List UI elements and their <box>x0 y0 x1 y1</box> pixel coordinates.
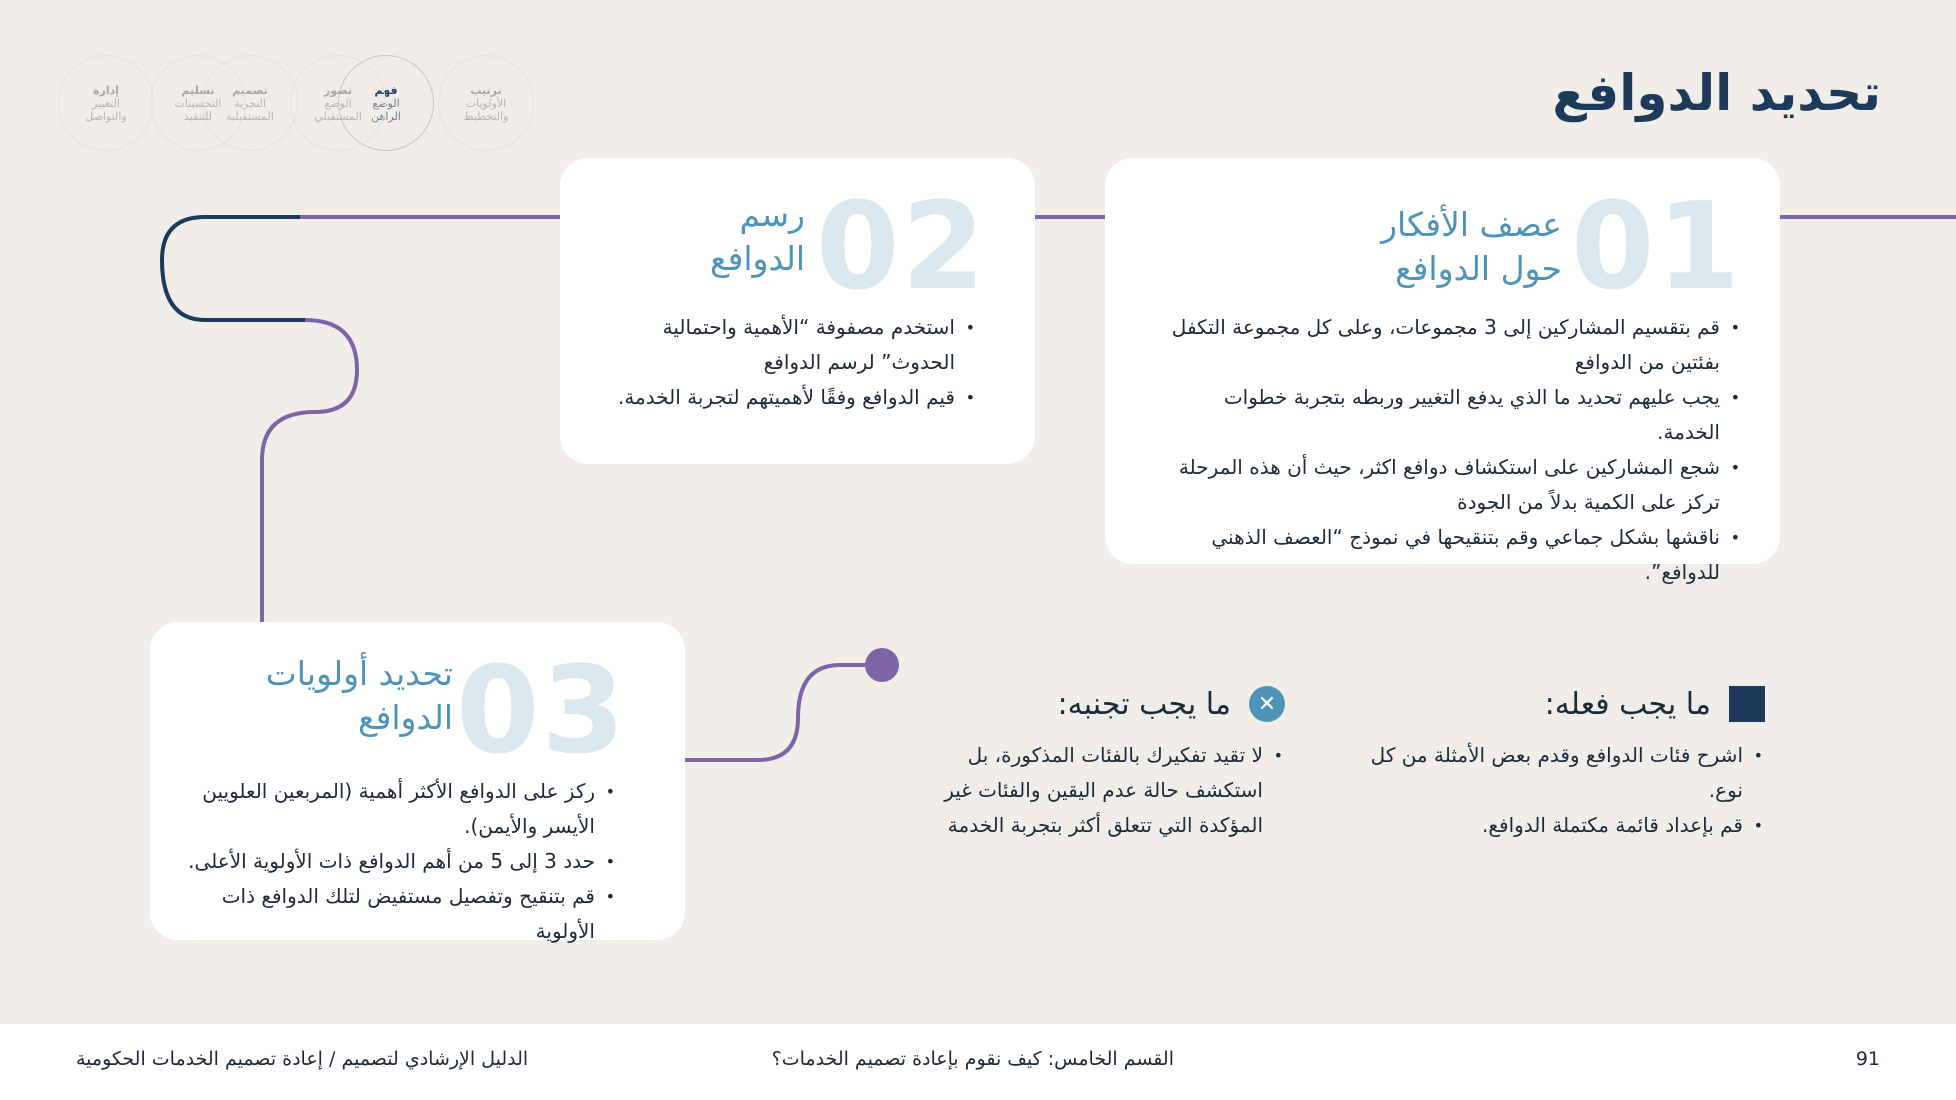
connector-end-dot <box>865 648 899 682</box>
connector-loop-navy <box>162 217 305 320</box>
donts-bullets <box>893 738 1285 843</box>
donts-title: ما يجب تجنبه: <box>1057 686 1231 722</box>
step-card-02 <box>560 158 1035 464</box>
dos-bullets <box>1345 738 1765 843</box>
list-item: • ركز على الدوافع الأكثر أهمية (المربعين العلويين الأيسر والأيمن). <box>165 774 595 844</box>
list-item: • شجع المشاركين على استكشاف دوافع اكثر، حيث أن هذه المرحلة تركز على الكمية بدلاً من الجودة <box>1160 450 1720 520</box>
step-title <box>1381 203 1562 291</box>
nav-step-bold: تصميم <box>232 83 268 97</box>
step-number: 03 <box>456 642 627 781</box>
footer-section: القسم الخامس: كيف نقوم بإعادة تصميم الخدمات؟ <box>771 1048 1174 1070</box>
step-card-01 <box>1105 158 1780 584</box>
step-number: 01 <box>1571 178 1742 317</box>
step-bullets <box>1160 310 1742 590</box>
nav-step-bold: فهم <box>374 83 398 97</box>
list-item: • لا تقيد تفكيرك بالفئات المذكورة، بل استكشف حالة عدم اليقين والفئات غير المؤكدة التي تتعلق أكثر بتجربة الخدمة <box>893 738 1263 843</box>
list-item: • استخدم مصفوفة “الأهمية واحتمالية الحدوث” لرسم الدوافع <box>585 310 955 380</box>
nav-step-deliver[interactable] <box>150 55 246 151</box>
nav-step-manage[interactable] <box>58 55 154 151</box>
connector-03-right <box>685 665 882 760</box>
square-icon <box>1729 686 1765 722</box>
nav-step-prioritize[interactable] <box>438 55 534 151</box>
dos-heading <box>1345 686 1765 722</box>
list-item: • قم بتنقيح وتفصيل مستفيض لتلك الدوافع ذات الأولوية <box>165 879 595 949</box>
page-footer <box>0 1024 1956 1100</box>
donts-heading <box>885 686 1285 722</box>
page-number: 91 <box>1855 1048 1880 1070</box>
nav-step-rest: التغيير والتواصل <box>85 96 127 123</box>
step-title <box>710 193 805 281</box>
step-bullets <box>165 774 617 949</box>
step-title-line: تحديد أولويات <box>265 654 453 693</box>
step-title-line: الدوافع <box>710 239 805 278</box>
list-item: • قم بتقسيم المشاركين إلى 3 مجموعات، وعلى كل مجموعة التكفل بفئتين من الدوافع <box>1160 310 1720 380</box>
list-item: • ناقشها بشكل جماعي وقم بتنقيحها في نموذج “العصف الذهني للدوافع”. <box>1160 520 1720 590</box>
step-title-line: حول الدوافع <box>1395 249 1562 288</box>
nav-step-bold: ترتيب <box>470 83 502 97</box>
footer-guide: الدليل الإرشادي لتصميم / إعادة تصميم الخدمات الحكومية <box>76 1048 529 1070</box>
dos-section <box>1345 686 1765 843</box>
page-title: تحديد الدوافع <box>1552 64 1881 122</box>
step-bullets <box>585 310 977 415</box>
nav-step-bold: تصور <box>323 83 353 97</box>
nav-step-rest: الوضع الراهن <box>371 96 401 123</box>
step-title <box>266 652 453 740</box>
step-card-03 <box>150 622 685 943</box>
x-circle-icon: ✕ <box>1249 686 1285 722</box>
step-title-line: رسم <box>739 195 805 234</box>
nav-step-rest: الوضع المستقبلي <box>314 96 362 123</box>
list-item: • اشرح فئات الدوافع وقدم بعض الأمثلة من كل نوع. <box>1345 738 1743 808</box>
nav-step-bold: تسليم <box>181 83 215 97</box>
step-title-line: عصف الأفكار <box>1381 205 1562 244</box>
nav-step-rest: التجربة المستقبلية <box>226 96 274 123</box>
nav-step-rest: الأولويات والتخطيط <box>463 96 509 123</box>
list-item: • قيم الدوافع وفقًا لأهميتهم لتجربة الخدمة. <box>585 380 955 415</box>
list-item: • يجب عليهم تحديد ما الذي يدفع التغيير وربطه بتجربة خطوات الخدمة. <box>1160 380 1720 450</box>
nav-step-bold: إدارة <box>93 83 120 97</box>
donts-section <box>885 686 1285 843</box>
nav-step-envision[interactable] <box>290 55 386 151</box>
list-item: • حدد 3 إلى 5 من أهم الدوافع ذات الأولوية الأعلى. <box>165 844 595 879</box>
step-title-line: الدوافع <box>358 698 453 737</box>
list-item: • قم بإعداد قائمة مكتملة الدوافع. <box>1345 808 1743 843</box>
nav-step-rest: التحسينات للتنفيذ <box>174 96 222 123</box>
dos-title: ما يجب فعله: <box>1544 686 1711 722</box>
connector-down <box>262 320 357 622</box>
step-number: 02 <box>816 178 987 317</box>
